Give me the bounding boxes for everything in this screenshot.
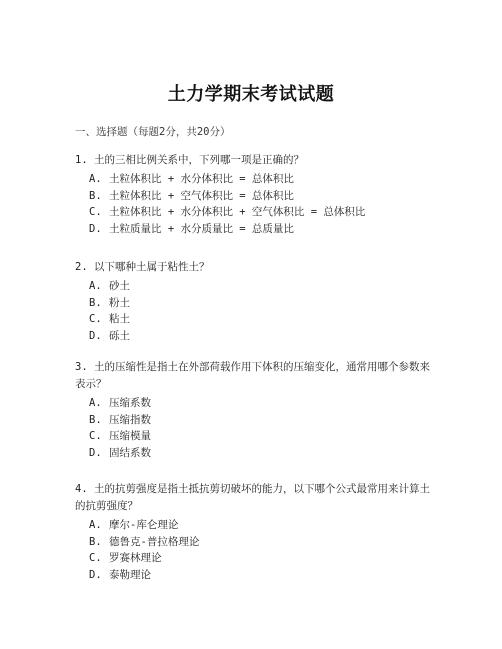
question-4 [75, 481, 435, 583]
option-b: B. 粉土 [89, 296, 130, 309]
option-list [75, 517, 435, 583]
option-c: C. 压缩模量 [89, 430, 151, 442]
option-b: B. 压缩指数 [89, 413, 151, 426]
option-a: A. 压缩系数 [89, 397, 151, 409]
option-c: C. 土粒体积比 + 水分体积比 + 空气体积比 = 总体积比 [89, 206, 366, 218]
question-stem: 1. 土的三相比例关系中，下列哪一项是正确的？ [75, 154, 304, 166]
question-stem: 2. 以下哪种土属于粘性土？ [75, 261, 210, 273]
option-b: B. 土粒体积比 + 空气体积比 = 总体积比 [89, 189, 294, 202]
question-stem: 3. 土的压缩性是指土在外部荷载作用下体积的压缩变化，通常用哪个参数来表示？ [75, 361, 430, 390]
section-heading: 一、选择题（每题2分，共20分） [75, 126, 231, 138]
option-list [75, 278, 435, 344]
option-c: C. 罗赛林理论 [89, 552, 162, 564]
option-b: B. 德鲁克-普拉格理论 [89, 535, 200, 548]
document-title: 土力学期末考试试题 [167, 84, 335, 105]
question-stem: 4. 土的抗剪强度是指土抵抗剪切破坏的能力，以下哪个公式最常用来计算土的抗剪强度？ [75, 483, 430, 512]
question-2 [75, 259, 435, 344]
option-a: A. 砂土 [89, 280, 130, 292]
option-list [75, 395, 435, 461]
option-d: D. 泰勒理论 [89, 568, 151, 581]
option-list [75, 171, 435, 237]
question-1 [75, 152, 435, 237]
option-a: A. 摩尔-库仑理论 [89, 519, 179, 531]
option-d: D. 固结系数 [89, 446, 151, 459]
question-3 [75, 359, 435, 461]
option-a: A. 土粒体积比 + 水分体积比 = 总体积比 [89, 173, 294, 185]
option-d: D. 土粒质量比 + 水分质量比 = 总质量比 [89, 222, 294, 235]
option-d: D. 砾土 [89, 329, 130, 342]
option-c: C. 粘土 [89, 313, 130, 325]
